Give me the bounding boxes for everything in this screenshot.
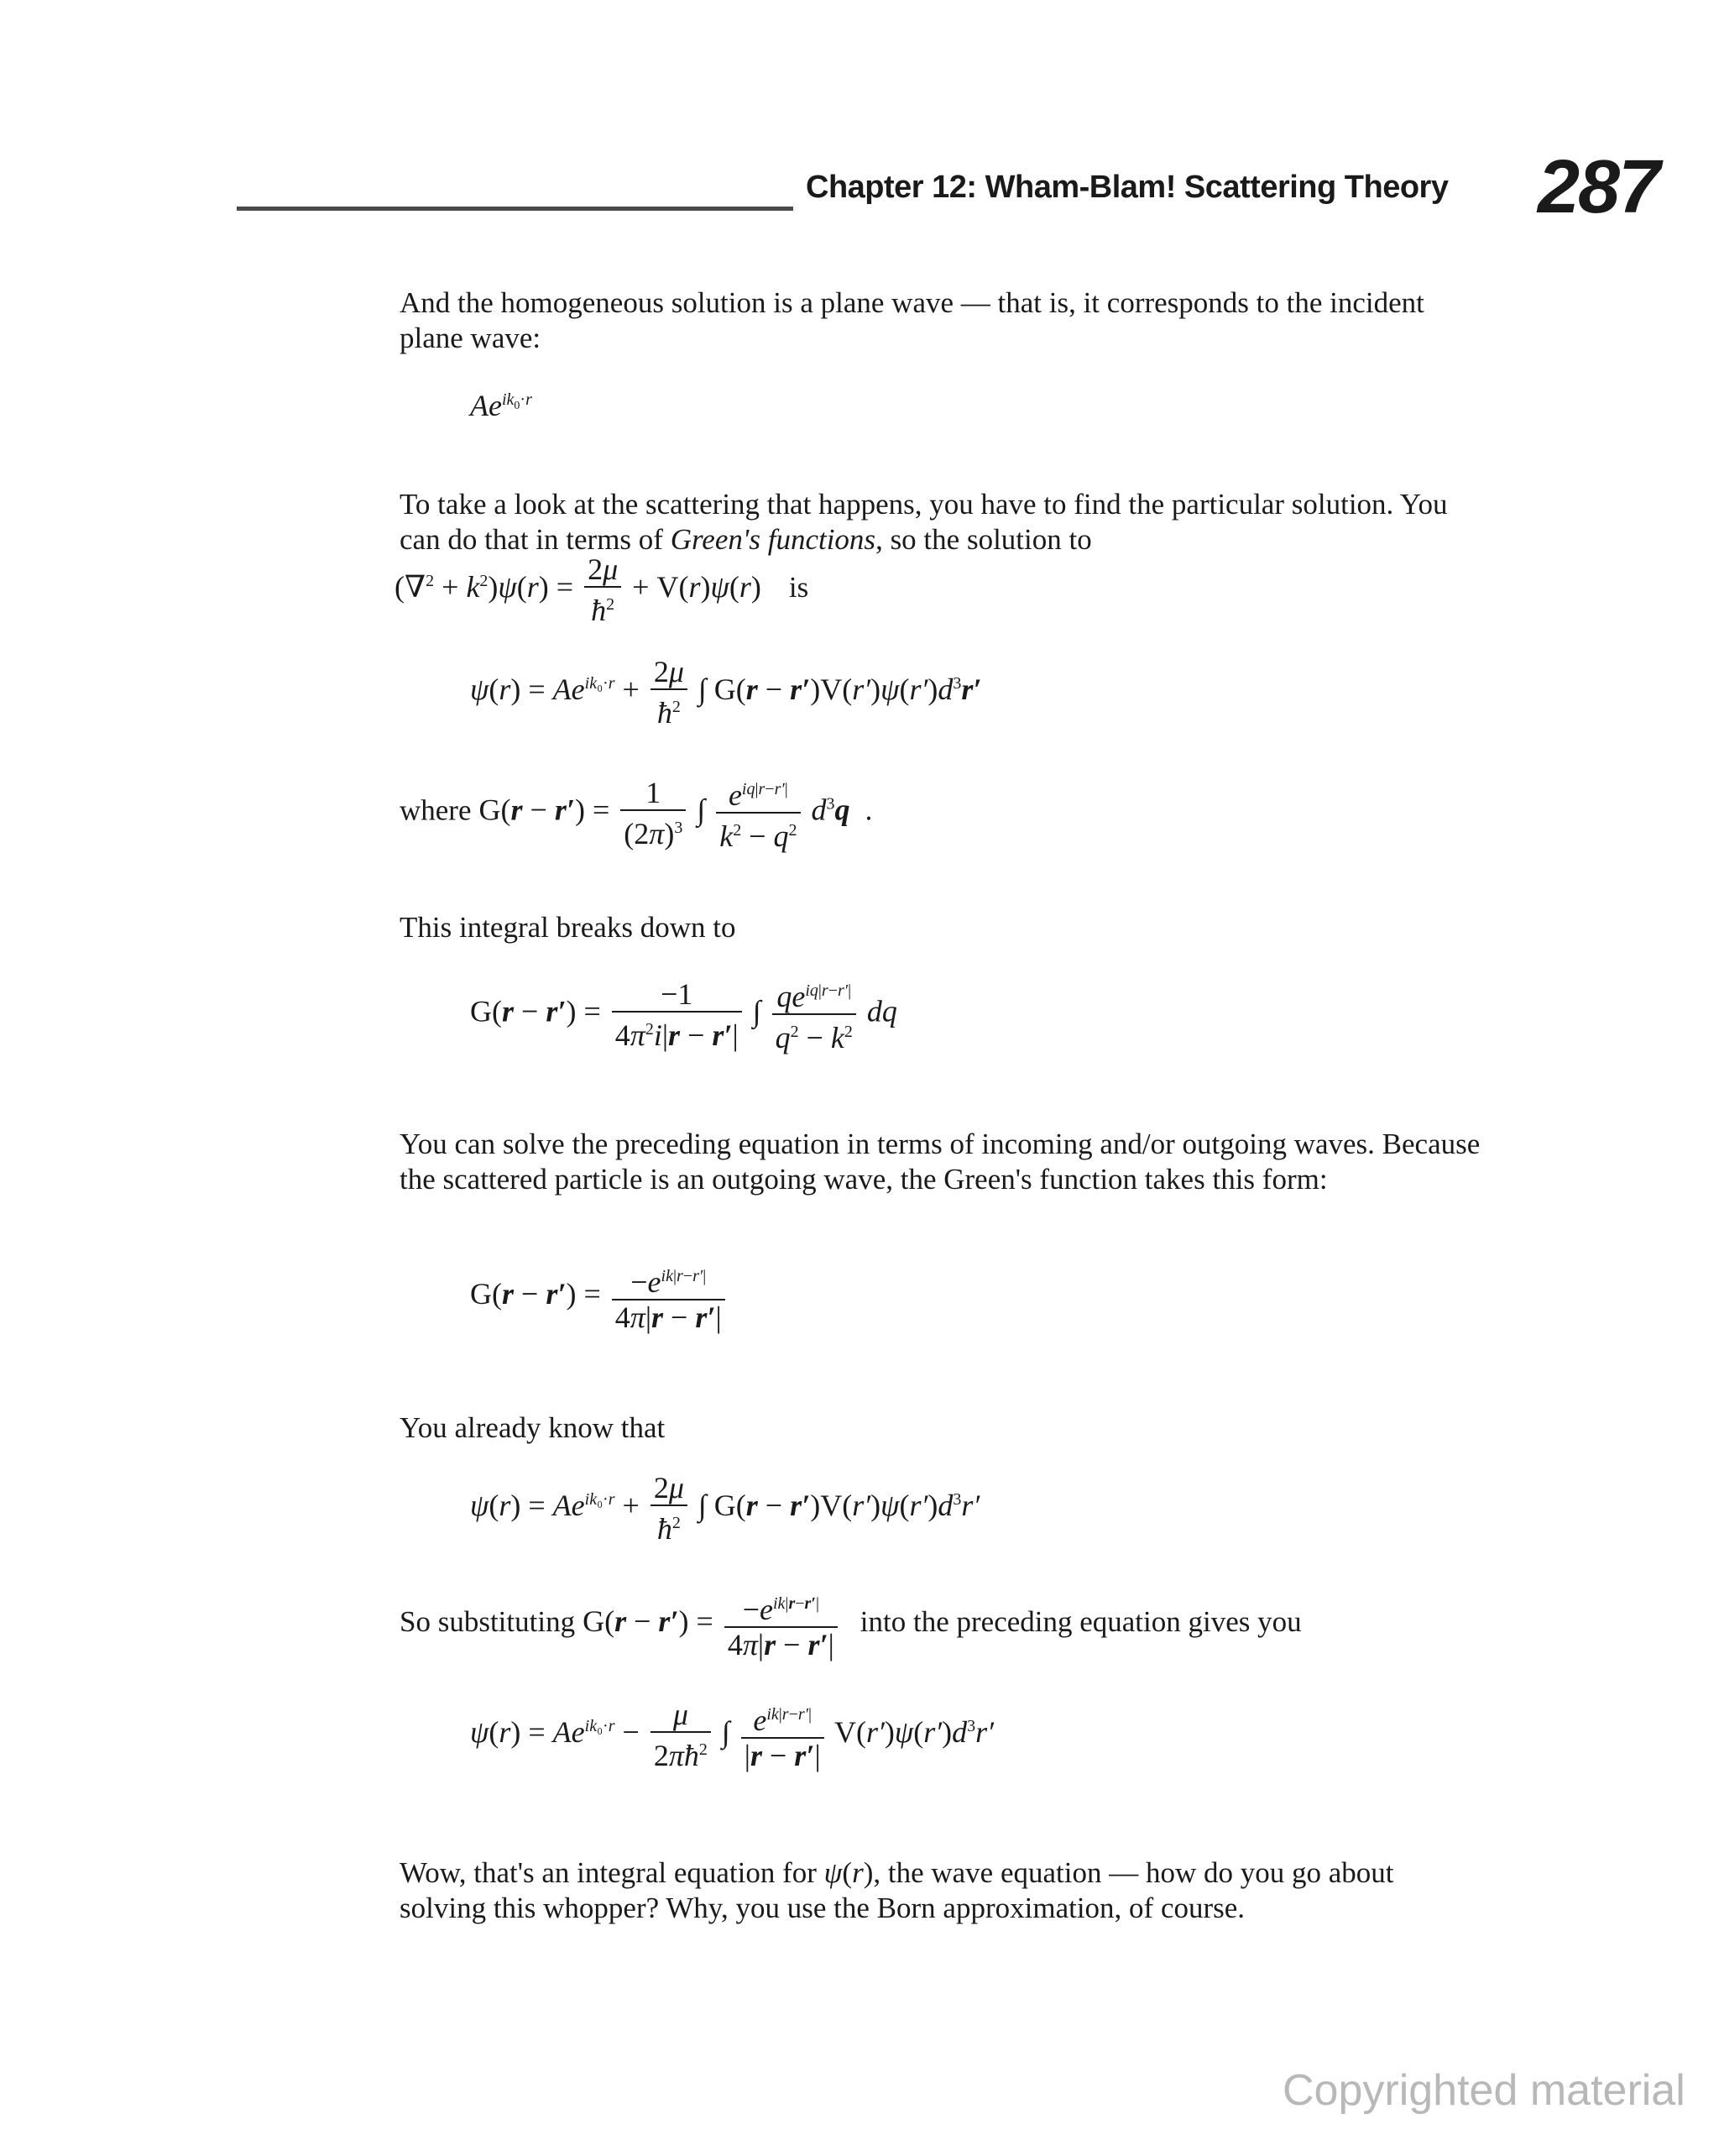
- word-so-substituting: So substituting: [400, 1604, 576, 1638]
- chapter-title: Chapter 12: Wham-Blam! Scattering Theory: [806, 170, 1449, 205]
- equation-final-integral: $\psi(r) = Ae^{ik_0\cdot r}$ − $\frac{\mu}{2\pi ħ^2}$ ∫ $\frac{e^{ik|r-r'|}}{|r - r'|}$ $V(r')\psi(r')d^3r'$: [470, 1698, 995, 1772]
- header-rule: [237, 207, 793, 211]
- paragraph-greens-intro: [400, 487, 1482, 557]
- emphasis-greens-functions: Green's functions: [670, 523, 876, 556]
- equation-greens-outgoing: G(r − r′) = $\frac{-e^{ik|r-r'|}}{4\pi|r - r'|}$: [470, 1259, 729, 1334]
- equation-greens-breakdown: G(r − r′) = $\frac{-1}{4\pi^2i|r - r'|}$ ∫ $\frac{qe^{iq|r-r'|}}{q^2 - k^2}$ dq: [470, 974, 897, 1054]
- paragraph-already-know: You already know that: [400, 1411, 666, 1444]
- inline-psi-r: ψ(r): [823, 1856, 874, 1889]
- paragraph-born-approximation: [400, 1855, 1482, 1926]
- page-number: 287: [1538, 145, 1659, 229]
- equation-schrodinger: $(\nabla^2 + k^2)\psi(r)$ = $\frac{2\mu}{ħ^2}$ + V(r)ψ(r) is: [394, 552, 809, 627]
- equation-plane-wave: $Ae^{ik_0\cdot r}$: [470, 389, 532, 422]
- copyright-watermark: Copyrighted material: [1283, 2066, 1685, 2115]
- equation-substitution-line: So substituting G(r − r′) = $\frac{-e^{ik|r-r'|}}{4\pi|r - r'|}$ into the preceding equation gives you: [400, 1587, 1302, 1661]
- equation-greens-definition: where G(r − r′) = $\frac{1}{(2\pi)^3}$ ∫ $\frac{e^{iq|r-r'|}}{k^2 - q^2}$ $d^3q$ .: [400, 772, 873, 853]
- paragraph-text: Wow, that's an integral equation for: [400, 1856, 817, 1889]
- paragraph-text: , so the solution to: [875, 523, 1092, 556]
- equation-integral-solution-repeat: $\psi(r) = Ae^{ik_0\cdot r}$ + $\frac{2\mu}{ħ^2}$ ∫ $G(r - r')V(r')\psi(r')d^3r'$: [470, 1471, 980, 1546]
- equation-integral-solution: $\psi(r) = Ae^{ik_0\cdot r}$ + $\frac{2\mu}{ħ^2}$ ∫ $G(r - r')V(r')\psi(r')d^3r'$: [470, 655, 982, 730]
- paragraph-outgoing-waves: You can solve the preceding equation in terms of incoming and/or outgoing waves. Because the scattered particle is an outgoing wave, the Green's function takes this form:: [400, 1128, 1481, 1196]
- word-into-equation: into the preceding equation gives you: [860, 1604, 1302, 1638]
- word-where: where: [400, 793, 472, 827]
- paragraph-breaks-down: This integral breaks down to: [400, 911, 736, 944]
- paragraph-homogeneous: And the homogeneous solution is a plane wave — that is, it corresponds to the incident plane wave:: [400, 286, 1424, 354]
- paragraph-text: To take a look at the scattering that happens, you have to find the particular solution. You can do that in terms of: [400, 488, 1448, 556]
- word-is: is: [788, 570, 809, 604]
- paragraph-text: , the wave equation — how do you go about solving this whopper? Why, you use the Born approximation, of course.: [400, 1856, 1394, 1924]
